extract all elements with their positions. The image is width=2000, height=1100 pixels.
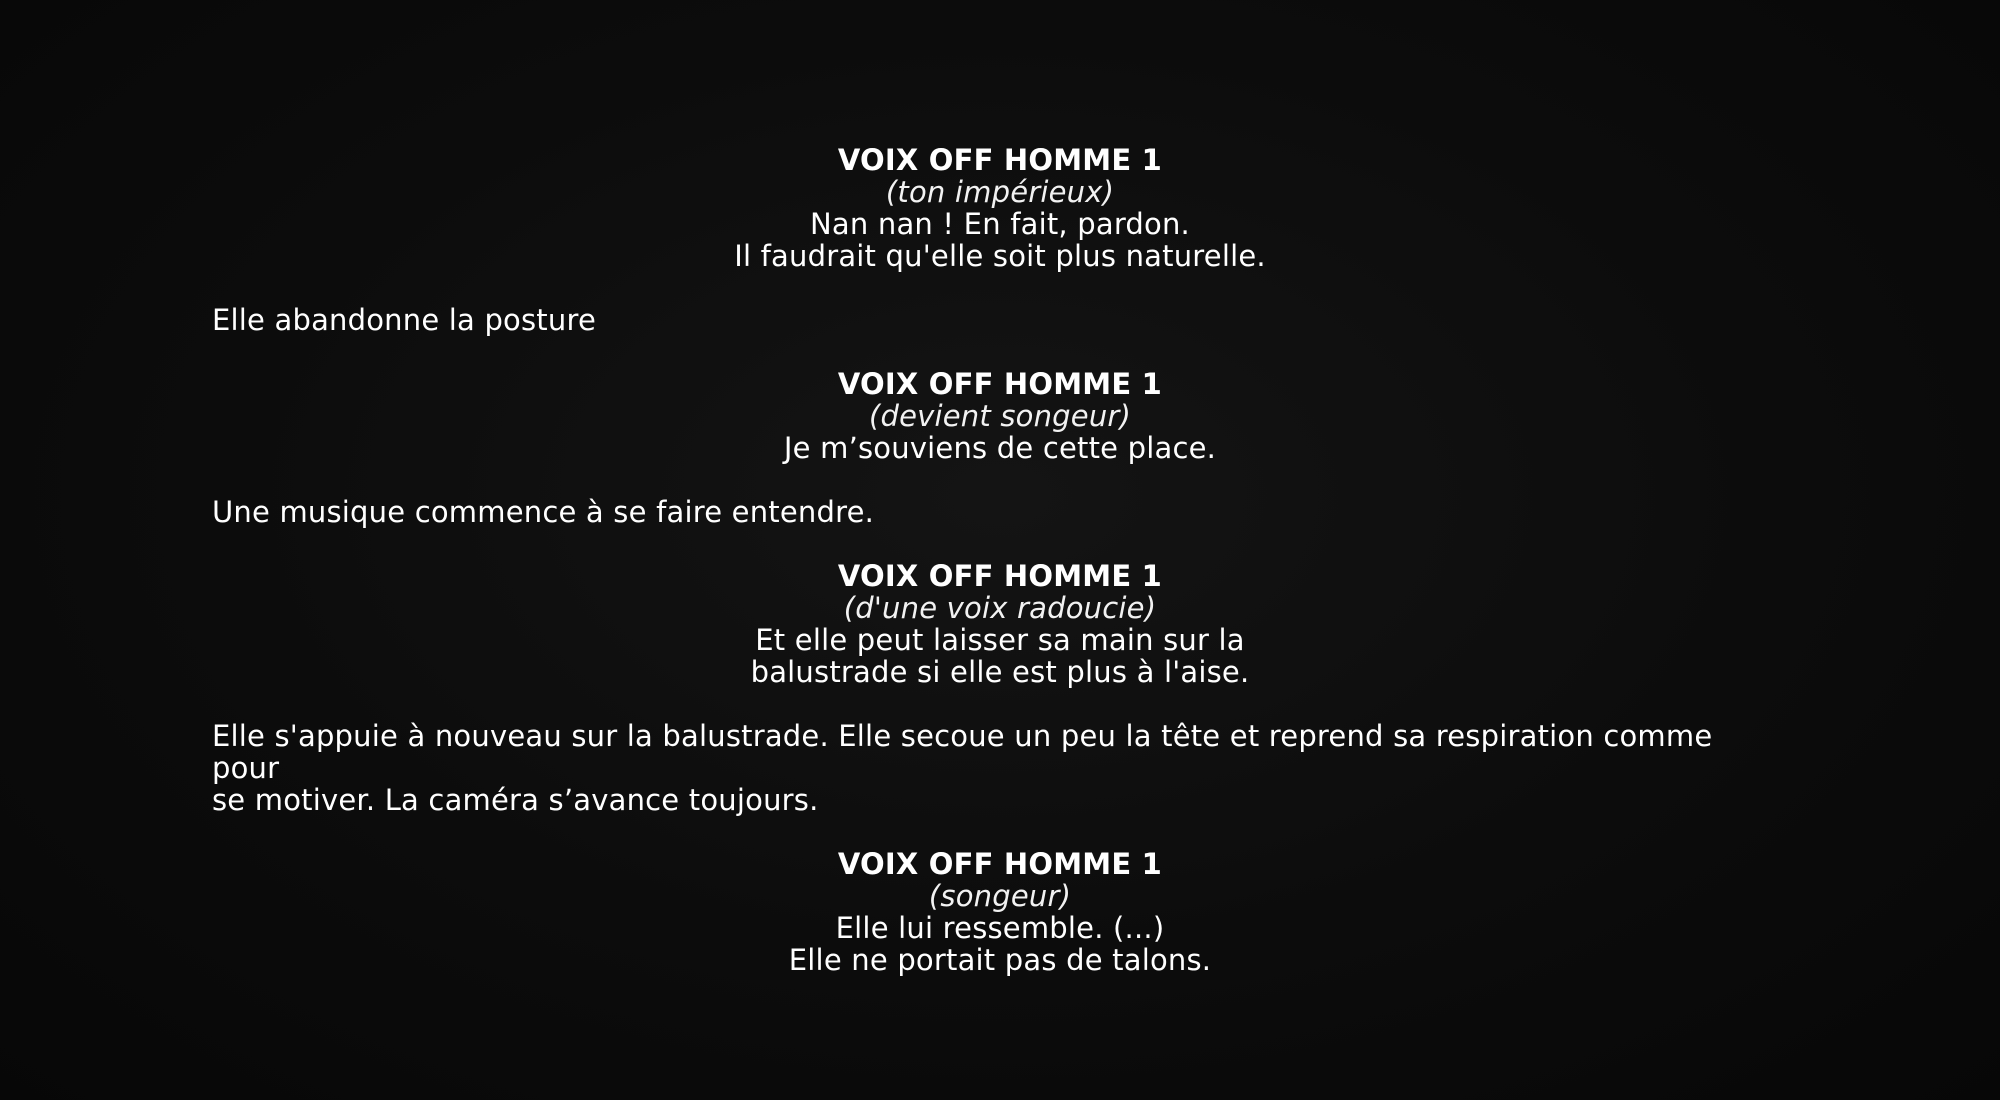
- screenplay-text: [212, 144, 1788, 976]
- parenthetical: (devient songeur): [868, 399, 1132, 433]
- speaker-name: VOIX OFF HOMME 1: [837, 559, 1163, 593]
- dialogue-block: [212, 368, 1788, 464]
- parenthetical: (d'une voix radoucie): [843, 591, 1157, 625]
- parenthetical: (ton impérieux): [885, 175, 1115, 209]
- action-line: Une musique commence à se faire entendre.: [212, 495, 875, 529]
- parenthetical: (songeur): [928, 879, 1072, 913]
- speaker-name: VOIX OFF HOMME 1: [837, 847, 1163, 881]
- action-line: se motiver. La caméra s’avance toujours.: [212, 783, 819, 817]
- action-block: [212, 720, 1788, 816]
- dialogue-line: balustrade si elle est plus à l'aise.: [750, 655, 1250, 689]
- action-block: [212, 496, 1788, 528]
- action-line: Elle abandonne la posture: [212, 303, 596, 337]
- speaker-name: VOIX OFF HOMME 1: [837, 367, 1163, 401]
- dialogue-block: [212, 560, 1788, 688]
- dialogue-line: Elle ne portait pas de talons.: [788, 943, 1212, 977]
- dialogue-line: Nan nan ! En fait, pardon.: [810, 207, 1190, 241]
- dialogue-line: Et elle peut laisser sa main sur la: [755, 623, 1245, 657]
- dialogue-line: Elle lui ressemble. (...): [835, 911, 1165, 945]
- dialogue-line: Il faudrait qu'elle soit plus naturelle.: [734, 239, 1266, 273]
- dialogue-block: [212, 144, 1788, 272]
- dialogue-block: [212, 848, 1788, 976]
- speaker-name: VOIX OFF HOMME 1: [837, 143, 1163, 177]
- dialogue-line: Je m’souviens de cette place.: [783, 431, 1217, 465]
- action-block: [212, 304, 1788, 336]
- action-line: Elle s'appuie à nouveau sur la balustrade. Elle secoue un peu la tête et reprend sa respiration comme pour: [212, 719, 1713, 785]
